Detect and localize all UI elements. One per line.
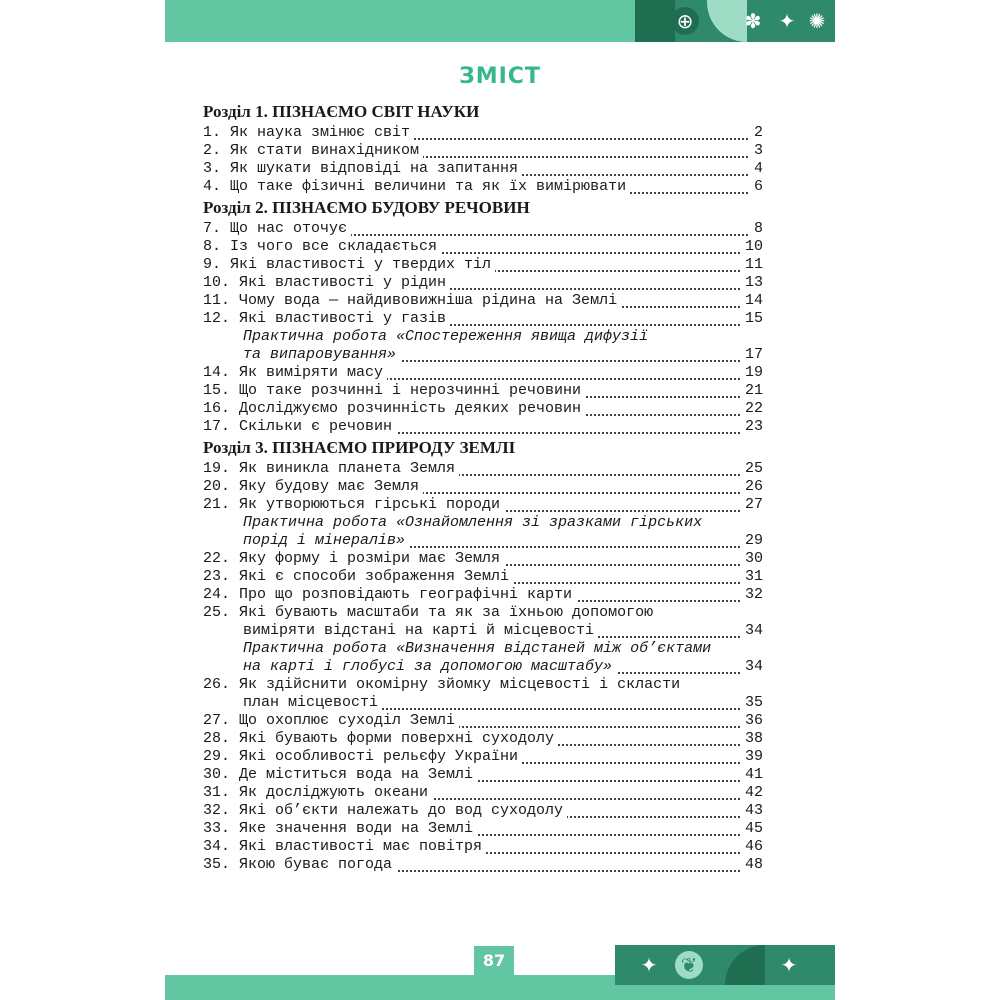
toc-entry[interactable] (203, 730, 763, 748)
section-heading: Розділ 2. ПІЗНАЄМО БУДОВУ РЕЧОВИН (203, 198, 530, 217)
toc-entry-text: 9. Які властивості у твердих тіл (203, 256, 495, 273)
toc-entry-text: 15. Що таке розчинні і нерозчинні речовини (203, 382, 585, 399)
toc-page-number: 4 (750, 160, 763, 178)
sparkle-icon: ✦ (780, 953, 798, 977)
toc-entry[interactable] (203, 640, 763, 676)
toc-entry-text: 19. Як виникла планета Земля (203, 460, 459, 477)
toc-page-number: 26 (741, 478, 763, 496)
toc-entry-text: 12. Які властивості у газів (203, 310, 450, 327)
toc-entry[interactable] (203, 856, 763, 874)
toc-entry-text: порід і мінералів» (203, 532, 409, 549)
toc-page-number: 14 (741, 292, 763, 310)
toc-page-number: 2 (750, 124, 763, 142)
toc-entry-title: 26. Як здійснити окомірну зйомку місцевості і скласти (203, 676, 681, 693)
toc-page-number: 17 (741, 346, 763, 364)
toc-entry[interactable] (203, 178, 763, 196)
toc-entry-text: 1. Як наука змінює світ (203, 124, 414, 141)
toc-entry-text: 7. Що нас оточує (203, 220, 351, 237)
toc-entry[interactable] (203, 676, 763, 712)
footer-decoration (615, 945, 835, 985)
toc-entry-text: 14. Як виміряти масу (203, 364, 387, 381)
sparkle-icon: ✦ (640, 953, 658, 977)
page-number: 87 (474, 946, 514, 976)
toc-entry[interactable] (203, 802, 763, 820)
toc-entry[interactable] (203, 274, 763, 292)
toc-page-number: 32 (741, 586, 763, 604)
gear-icon: ✺ (808, 9, 826, 33)
toc-page-number: 11 (741, 256, 763, 274)
toc-entry-text: на карті і глобусі за допомогою масштабу» (203, 658, 616, 675)
toc-entry-text: та випаровування» (203, 346, 400, 363)
toc-entry[interactable] (203, 496, 763, 514)
toc-page-number: 31 (741, 568, 763, 586)
toc-page-number: 38 (741, 730, 763, 748)
deco-tile (725, 945, 765, 985)
table-of-contents (203, 100, 763, 874)
toc-entry-text: 35. Якою буває погода (203, 856, 396, 873)
toc-entry[interactable] (203, 748, 763, 766)
toc-entry[interactable] (203, 550, 763, 568)
toc-page-number: 23 (741, 418, 763, 436)
toc-entry-text: 21. Як утворюються гірські породи (203, 496, 504, 513)
toc-entry[interactable] (203, 160, 763, 178)
toc-entry[interactable] (203, 142, 763, 160)
toc-entry[interactable] (203, 766, 763, 784)
toc-entry[interactable] (203, 460, 763, 478)
page-title: ЗМІСТ (459, 64, 541, 89)
toc-page-number: 27 (741, 496, 763, 514)
toc-page-number: 46 (741, 838, 763, 856)
paw-icon: ✽ (744, 9, 762, 33)
toc-entry[interactable] (203, 820, 763, 838)
plant-icon: ❦ (675, 951, 703, 979)
toc-page-number: 29 (741, 532, 763, 550)
deco-tile (635, 0, 675, 42)
toc-page-number: 42 (741, 784, 763, 802)
toc-entry[interactable] (203, 586, 763, 604)
toc-entry[interactable] (203, 478, 763, 496)
toc-entry-text: 34. Які властивості має повітря (203, 838, 486, 855)
toc-entry-text: 20. Яку будову має Земля (203, 478, 423, 495)
toc-page-number: 35 (741, 694, 763, 712)
toc-entry-text: 16. Досліджуємо розчинність деяких речовин (203, 400, 585, 417)
toc-entry-text: 30. Де міститься вода на Землі (203, 766, 477, 783)
toc-entry[interactable] (203, 292, 763, 310)
toc-entry-text: 24. Про що розповідають географічні карти (203, 586, 576, 603)
toc-page-number: 39 (741, 748, 763, 766)
toc-entry-title: Практична робота «Спостереження явища дифузії (243, 328, 649, 345)
toc-page-number: 8 (750, 220, 763, 238)
toc-entry-text: 23. Які є способи зображення Землі (203, 568, 513, 585)
toc-entry[interactable] (203, 310, 763, 328)
toc-page-number: 25 (741, 460, 763, 478)
toc-entry[interactable] (203, 514, 763, 550)
toc-entry[interactable] (203, 604, 763, 640)
toc-page-number: 30 (741, 550, 763, 568)
toc-entry[interactable] (203, 124, 763, 142)
toc-page-number: 34 (741, 658, 763, 676)
toc-entry[interactable] (203, 784, 763, 802)
toc-entry-text: 32. Які об’єкти належать до вод суходолу (203, 802, 567, 819)
toc-entry[interactable] (203, 418, 763, 436)
toc-entry[interactable] (203, 256, 763, 274)
sparkle-icon: ✦ (778, 9, 796, 33)
toc-page-number: 6 (750, 178, 763, 196)
toc-entry-text: 3. Як шукати відповіді на запитання (203, 160, 522, 177)
toc-entry-text: 31. Як досліджують океани (203, 784, 432, 801)
toc-entry[interactable] (203, 400, 763, 418)
toc-entry[interactable] (203, 568, 763, 586)
toc-page-number: 43 (741, 802, 763, 820)
toc-page-number: 19 (741, 364, 763, 382)
toc-entry-text: 2. Як стати винахідником (203, 142, 423, 159)
toc-entry-text: 10. Які властивості у рідин (203, 274, 450, 291)
toc-entry[interactable] (203, 238, 763, 256)
globe-icon: ⊕ (671, 7, 699, 35)
toc-page-number: 21 (741, 382, 763, 400)
toc-page-number: 34 (741, 622, 763, 640)
toc-page-number: 15 (741, 310, 763, 328)
toc-entry[interactable] (203, 364, 763, 382)
toc-entry-text: виміряти відстані на карті й місцевості (203, 622, 598, 639)
section-heading: Розділ 3. ПІЗНАЄМО ПРИРОДУ ЗЕМЛІ (203, 438, 516, 457)
toc-entry-text: 29. Які особливості рельєфу України (203, 748, 522, 765)
toc-entry-text: план місцевості (203, 694, 382, 711)
toc-entry-text: 4. Що таке фізичні величини та як їх вимірювати (203, 178, 630, 195)
toc-page-number: 10 (741, 238, 763, 256)
toc-entry-text: 33. Яке значення води на Землі (203, 820, 477, 837)
toc-entry-title: Практична робота «Визначення відстаней між об’єктами (243, 640, 712, 657)
toc-entry[interactable] (203, 382, 763, 400)
toc-entry-title: 25. Які бувають масштаби та як за їхньою допомогою (203, 604, 654, 621)
toc-entry-text: 17. Скільки є речовин (203, 418, 396, 435)
toc-entry-text: 8. Із чого все складається (203, 238, 441, 255)
toc-page-number: 48 (741, 856, 763, 874)
toc-entry-text: 11. Чому вода — найдивовижніша рідина на Землі (203, 292, 621, 309)
toc-entry[interactable] (203, 220, 763, 238)
toc-entry-text: 28. Які бувають форми поверхні суходолу (203, 730, 558, 747)
toc-entry[interactable] (203, 328, 763, 364)
toc-entry[interactable] (203, 838, 763, 856)
toc-page-number: 3 (750, 142, 763, 160)
toc-page-number: 22 (741, 400, 763, 418)
toc-page-number: 41 (741, 766, 763, 784)
section-heading: Розділ 1. ПІЗНАЄМО СВІТ НАУКИ (203, 102, 480, 121)
toc-page-number: 45 (741, 820, 763, 838)
toc-page-number: 36 (741, 712, 763, 730)
header-decoration (635, 0, 835, 42)
toc-entry-text: 27. Що охоплює суходіл Землі (203, 712, 459, 729)
toc-entry-title: Практична робота «Ознайомлення зі зразками гірських (243, 514, 703, 531)
toc-entry[interactable] (203, 712, 763, 730)
toc-entry-text: 22. Яку форму і розміри має Земля (203, 550, 504, 567)
toc-page-number: 13 (741, 274, 763, 292)
